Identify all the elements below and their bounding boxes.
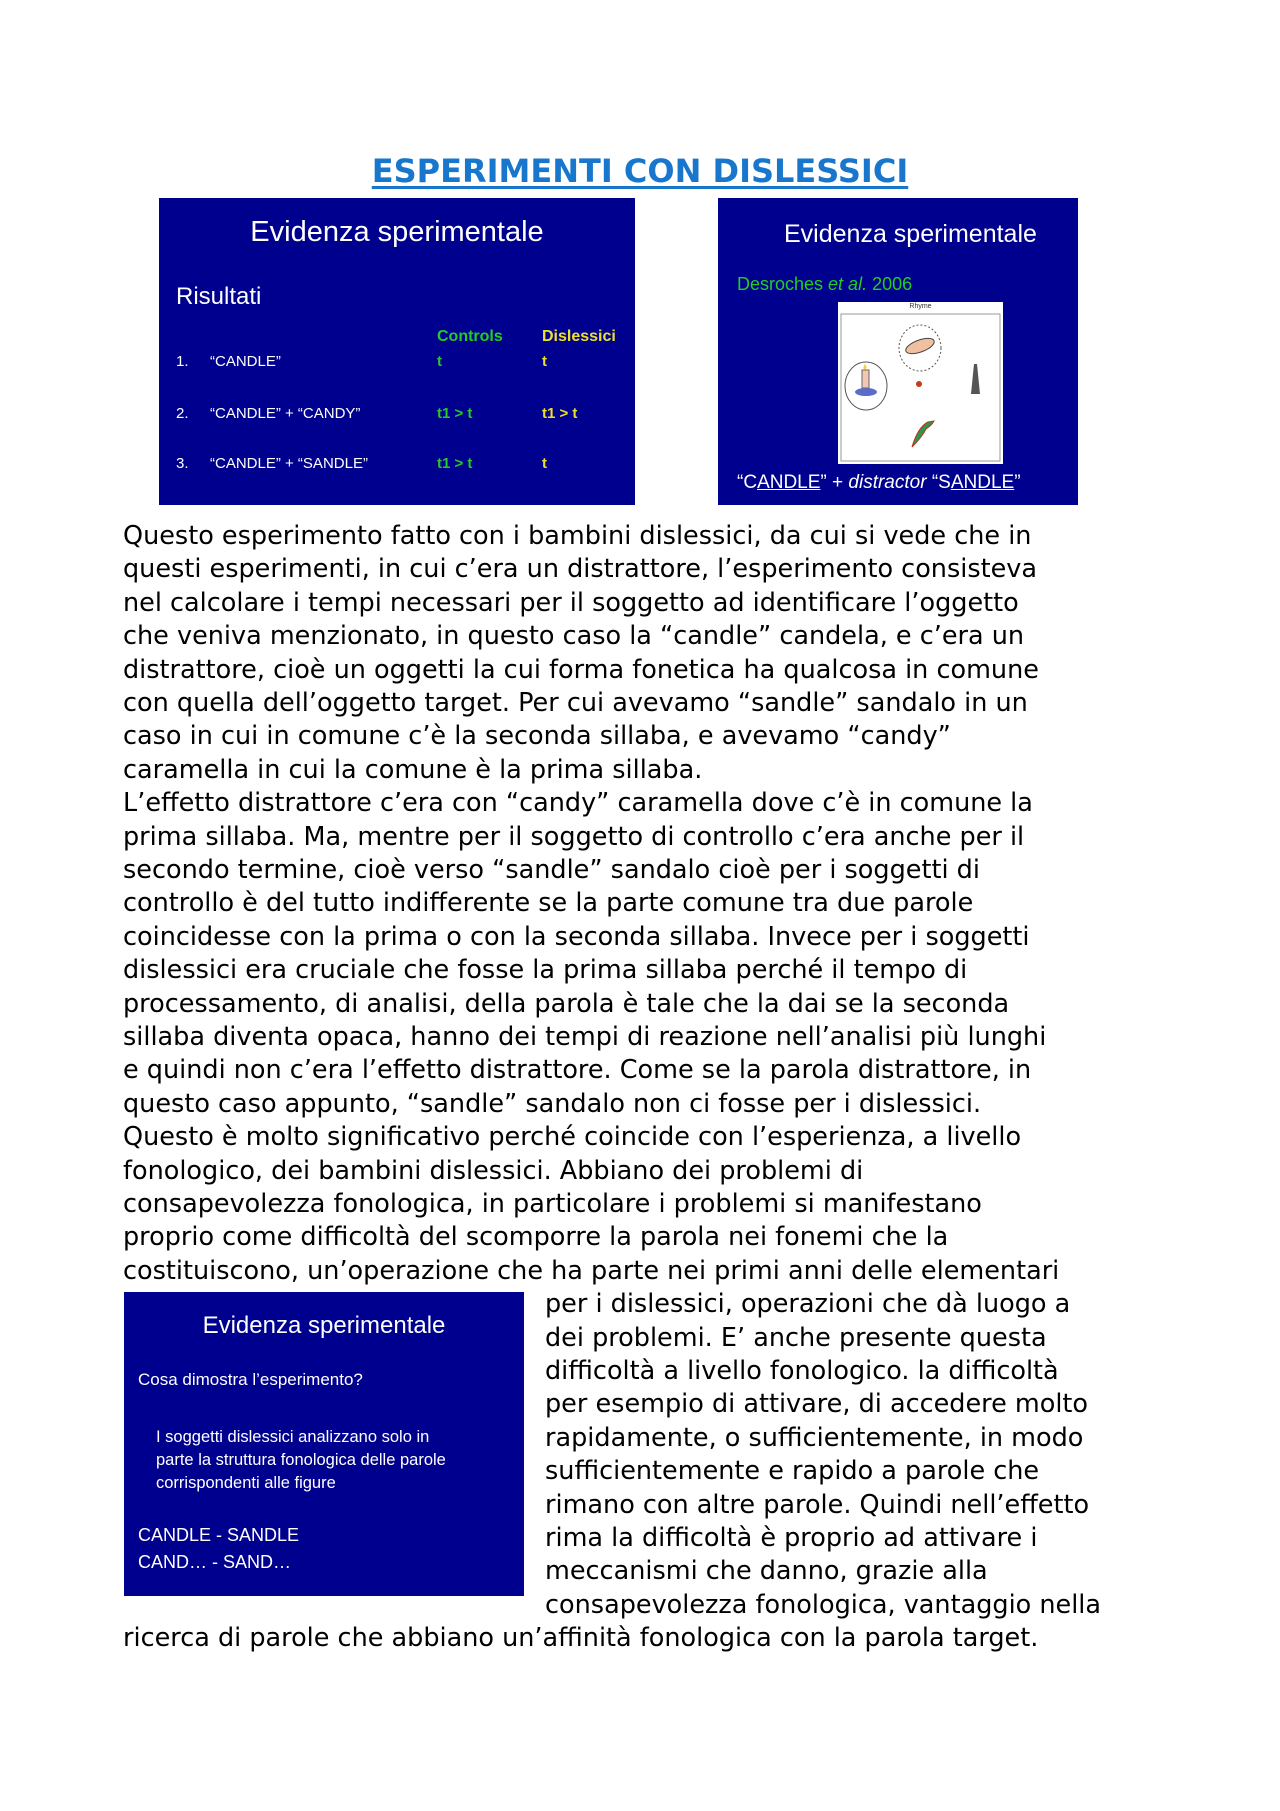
citation: Desroches et al. 2006	[737, 274, 913, 294]
row-label: “CANDLE” + “CANDY”	[210, 405, 361, 422]
paragraph-line: sufficientemente e rapido a parole che	[545, 1456, 1040, 1487]
paragraph-line: per esempio di attivare, di accedere molto	[545, 1389, 1089, 1420]
slide-experiment	[718, 198, 1078, 505]
slide-answer: I soggetti dislessici analizzano solo in parte la struttura fonologica delle parole corrispondenti alle figure	[156, 1428, 446, 1492]
row-label: “CANDLE”	[210, 353, 281, 370]
slide-conclusion	[124, 1292, 524, 1596]
row-controls-value: t1 > t	[437, 455, 473, 472]
paragraph-line: nel calcolare i tempi necessari per il soggetto ad identificare l’oggetto	[123, 587, 1019, 618]
paragraph-line: consapevolezza fonologica, vantaggio nella	[545, 1589, 1102, 1620]
paragraph-line: proprio come difficoltà del scomporre la parola nei fonemi che la	[123, 1222, 949, 1253]
paragraph-line: costituiscono, un’operazione che ha parte nei primi anni delle elementari	[123, 1255, 1060, 1286]
paragraph-line: prima sillaba. Ma, mentre per il soggetto di controllo c’era anche per il	[123, 821, 1025, 852]
paragraph-line: dislessici era cruciale che fosse la prima sillaba perché il tempo di	[123, 955, 968, 986]
paragraph-line: Questo esperimento fatto con i bambini dislessici, da cui si vede che in	[123, 521, 1032, 551]
slide-question: Cosa dimostra l’esperimento?	[138, 1370, 363, 1389]
figure-label: Rhyme	[909, 303, 932, 310]
slide-title: Evidenza sperimentale	[250, 216, 544, 248]
paragraph-line: caramella in cui la comune è la prima sillaba.	[123, 754, 703, 785]
page-title: ESPERIMENTI CON DISLESSICI	[371, 152, 909, 190]
paragraph-line: e quindi non c’era l’effetto distrattore. Come se la parola distrattore, in	[123, 1055, 1032, 1086]
paragraph-line: secondo termine, cioè verso “sandle” sandalo cioè per i soggetti di	[123, 855, 980, 885]
experiment-figure	[838, 302, 1003, 464]
paragraph-line: consapevolezza fonologica, in particolare i problemi si manifestano	[123, 1189, 982, 1219]
slide-title: Evidenza sperimentale	[784, 220, 1037, 248]
paragraph-line: questo caso appunto, “sandle” sandalo non ci fosse per i dislessici.	[123, 1088, 982, 1119]
paragraph-line: L’effetto distrattore c’era con “candy” caramella dove c’è in comune la	[123, 788, 1033, 819]
row-number: 3.	[176, 455, 189, 472]
paragraph-line: sillaba diventa opaca, hanno dei tempi di reazione nell’analisi più lunghi	[123, 1022, 1047, 1052]
paragraph-line: per i dislessici, operazioni che dà luogo a	[545, 1289, 1071, 1320]
row-dyslexic-value: t	[542, 353, 547, 370]
row-label: “CANDLE” + “SANDLE”	[210, 455, 368, 472]
paragraph-line: meccanismi che danno, grazie alla	[545, 1556, 988, 1587]
paragraph-line: caso in cui in comune c’è la seconda sillaba, e avevamo “candy”	[123, 721, 951, 752]
paragraph-line: rapidamente, o sufficientemente, in modo	[545, 1422, 1084, 1453]
slide-caption: “CANDLE” + distractor “SANDLE”	[737, 472, 1021, 493]
slide-results	[159, 198, 635, 505]
column-header-dyslexic: Dislessici	[542, 328, 616, 345]
row-controls-value: t1 > t	[437, 405, 473, 422]
paragraph-line: processamento, di analisi, della parola è tale che la dai se la seconda	[123, 988, 1010, 1019]
paragraph-line: con quella dell’oggetto target. Per cui avevamo “sandle” sandalo in un	[123, 688, 1028, 718]
paragraph-line: coincidesse con la prima o con la seconda sillaba. Invece per i soggetti	[123, 921, 1030, 952]
paragraph-line: difficoltà a livello fonologico. la difficoltà	[545, 1356, 1059, 1386]
row-dyslexic-value: t1 > t	[542, 405, 578, 422]
row-number: 2.	[176, 405, 189, 422]
row-number: 1.	[176, 353, 189, 370]
column-header-controls: Controls	[437, 328, 503, 345]
paragraph-line: controllo è del tutto indifferente se la parte comune tra due parole	[123, 888, 974, 919]
slide-title: Evidenza sperimentale	[202, 1312, 446, 1339]
slide-subtitle: Risultati	[176, 283, 262, 310]
paragraph-line: rima la difficoltà è proprio ad attivare i	[545, 1523, 1038, 1553]
paragraph-line: dei problemi. E’ anche presente questa	[545, 1322, 1047, 1353]
row-controls-value: t	[437, 353, 442, 370]
paragraph-line: distrattore, cioè un oggetti la cui forma fonetica ha qualcosa in comune	[123, 654, 1039, 685]
candle-sandal-illustration	[838, 302, 1003, 464]
paragraph-line: fonologico, dei bambini dislessici. Abbiano dei problemi di	[123, 1155, 864, 1186]
paragraph-line: che veniva menzionato, in questo caso la “candle” candela, e c’era un	[123, 621, 1025, 652]
row-dyslexic-value: t	[542, 455, 547, 472]
paragraph-line: ricerca di parole che abbiano un’affinità fonologica con la parola target.	[123, 1623, 1039, 1654]
paragraph-line: questi esperimenti, in cui c’era un distrattore, l’esperimento consisteva	[123, 554, 1038, 585]
paragraph-line: rimano con altre parole. Quindi nell’effetto	[545, 1489, 1090, 1520]
word-pair-partial: CAND… - SAND…	[138, 1552, 292, 1572]
paragraph-line: Questo è molto significativo perché coincide con l’esperienza, a livello	[123, 1122, 1022, 1153]
word-pair-full: CANDLE - SANDLE	[138, 1525, 300, 1545]
